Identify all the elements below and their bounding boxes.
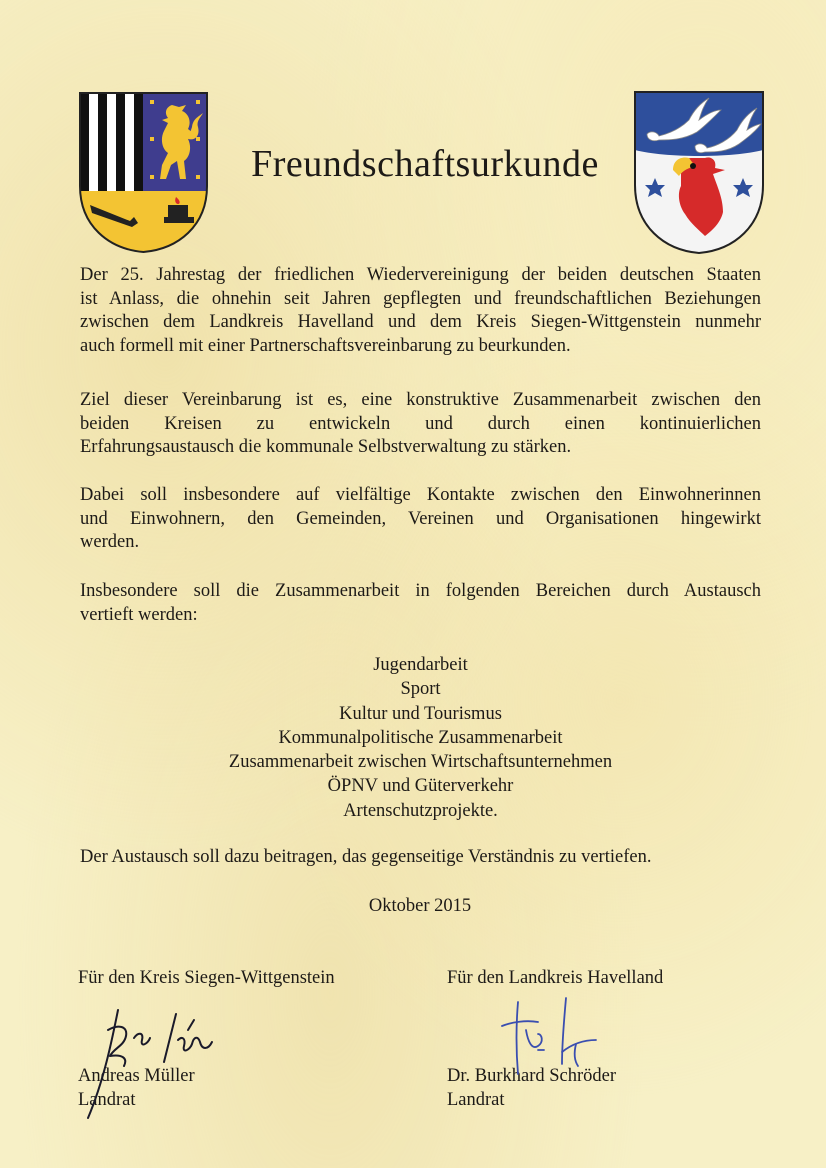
list-item: Sport — [400, 679, 441, 700]
document-date: Oktober 2015 — [368, 896, 472, 916]
signatory-left-header — [78, 966, 335, 990]
paragraph-contacts — [80, 484, 761, 555]
signature-right-icon — [492, 990, 602, 1090]
paragraph-line: beiden Kreisen zu entwickeln und durch einen kontinuierlichen — [80, 413, 761, 434]
paragraph-line: ist Anlass, die ohnehin seit Jahren gepflegten und freundschaftlichen Beziehungen — [80, 288, 761, 309]
paragraph-line: und Einwohnern, den Gemeinden, Vereinen und Organisationen hingewirkt — [80, 508, 761, 529]
paragraph-line: Dabei soll insbesondere auf vielfältige Kontakte zwischen den Einwohnerinnen — [80, 485, 761, 505]
paragraph-areas-intro — [80, 580, 761, 627]
paragraph-line: Erfahrungsaustausch die kommunale Selbstverwaltung zu stärken. — [80, 437, 572, 458]
paragraph-line: Ziel dieser Vereinbarung ist es, eine konstruktive Zusammenarbeit zwischen den — [80, 390, 761, 410]
paragraph-line: werden. — [80, 532, 140, 553]
paragraph-line: zwischen dem Landkreis Havelland und dem Kreis Siegen-Wittgenstein nunmehr — [80, 312, 761, 333]
signatory-left-role: Landrat — [78, 1090, 136, 1110]
list-item: Zusammenarbeit zwischen Wirtschaftsunternehmen — [228, 752, 613, 773]
signatory-left-for: Für den Kreis Siegen-Wittgenstein — [78, 968, 335, 988]
paragraph-line: Der 25. Jahrestag der friedlichen Wiedervereinigung der beiden deutschen Staaten — [80, 265, 761, 285]
signatory-right-role: Landrat — [447, 1090, 505, 1110]
paragraph-line: Insbesondere soll die Zusammenarbeit in folgenden Bereichen durch Austausch — [80, 581, 761, 601]
list-item: Kultur und Tourismus — [339, 703, 502, 724]
closing-sentence: Der Austausch soll dazu beitragen, das gegenseitige Verständnis zu vertiefen. — [80, 847, 652, 867]
paragraph-line: auch formell mit einer Partnerschaftsvereinbarung zu beurkunden. — [80, 336, 571, 357]
signatory-left-name: Andreas Müller — [78, 1066, 195, 1086]
cooperation-areas-list — [80, 653, 761, 823]
document-title: Freundschaftsurkunde — [251, 143, 599, 185]
paragraph-line: vertieft werden: — [80, 604, 198, 625]
havelland-crest-icon — [633, 90, 765, 255]
signatory-right-for: Für den Landkreis Havelland — [447, 968, 664, 988]
signatory-right-header — [447, 966, 663, 990]
list-item: Jugendarbeit — [373, 655, 468, 675]
signatory-right-name: Dr. Burkhard Schröder — [447, 1066, 617, 1086]
paragraph-goal — [80, 389, 761, 460]
list-item: Artenschutzprojekte. — [343, 800, 498, 821]
list-item: ÖPNV und Güterverkehr — [327, 776, 514, 797]
list-item: Kommunalpolitische Zusammenarbeit — [278, 727, 563, 748]
paragraph-anniversary — [80, 264, 761, 359]
siegen-wittgenstein-crest-icon — [78, 91, 209, 254]
signature-left-icon — [78, 1000, 228, 1120]
